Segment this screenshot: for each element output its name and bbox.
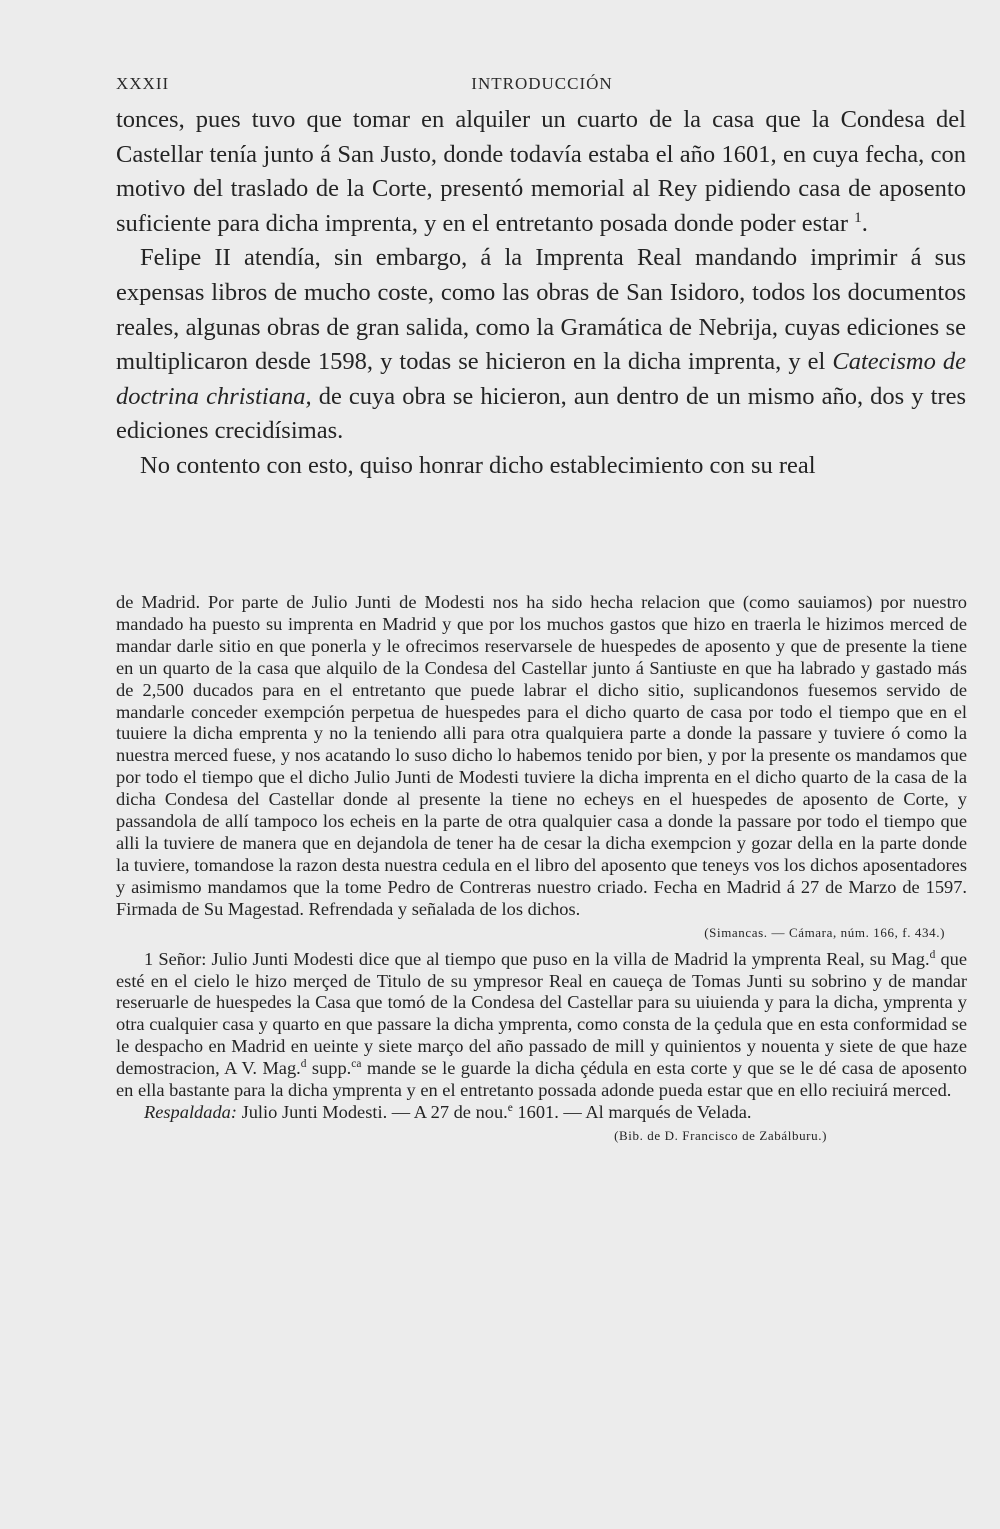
paragraph-3: No contento con esto, quiso honrar dicho establecimiento con su real (140, 451, 816, 479)
footnote-source: (Simancas. — Cámara, núm. 166, f. 434.) (704, 924, 945, 940)
footnote-1: 1 Señor: Julio Junti Modesti dice que al tiempo que puso en la villa de Madrid la ymprenta Real, su Mag.$^d$ que esté en el cielo le hizo merçed de Titulo de su ympresor Real en caueça de Tomas Junti su sobrino y de mandar reseruarle de huespedes la Casa que tomó de la Condesa del Castellar para su uiuienda y para la dicha, ymprenta y otra cualquier casa y quarto en que passare la dicha ymprenta, como consta de la çedula que en esta conformidad se le despacho en Madrid en ueinte y siete março del año passado de mill y quinientos y nouenta y siete de que haze demostracion, A V. Mag.$^d$ supp.$^{ca}$ mande se le guarde la dicha çédula en esta corte y que se le dé casa de aposento en ella bastante para la dicha ymprenta y en el entretanto possada adonde pueda estar que en ello reciuirá merced. (116, 948, 967, 1101)
footnote-number: 1 (144, 948, 154, 969)
running-title: INTRODUCCIÓN (471, 74, 613, 93)
running-header (116, 74, 968, 98)
footnote-endorsement: Respaldada: Julio Junti Modesti. — A 27 de nou.$^e$ 1601. — Al marqués de Velada. (144, 1101, 752, 1122)
footnote-1-source: (Bib. de D. Francisco de Zabálburu.) (614, 1127, 827, 1143)
italic-title: Catecismo de doctrina christiana, (116, 348, 967, 410)
page-number: XXXII (116, 74, 170, 93)
footnote-continuation: de Madrid. Por parte de Julio Junti de Modesti nos ha sido hecha relacion que (como sauiamos) por nuestro mandado ha puesto su imprenta en Madrid y que por los muchos gastos que hizo en traerla le hizimos merced de mandar darle sitio en que ponerla y le ofrecimos reservarsele de huespedes de aposento y que de presente la tiene en un quarto de la casa que alquilo de la Condesa del Castellar junto á Santiuste en que ha labrado y gastado más de 2,500 ducados para en el entretanto que puede labrar el dicho sitio, suplicandonos fuesemos servido de mandarle conceder exempción perpetua de huespedes para el dicho quarto de casa por todo el tiempo que en el tuuiere la dicha emprenta y no la teniendo alli para otra qualquiera parte a donde la passare y tuviere ó como la nuestra merced fuese, y nos acatando lo suso dicho lo habemos tenido por bien, y por la presente os mandamos que por todo el tiempo que el dicho Julio Junti de Modesti tuviere la dicha imprenta en el dicho quarto de la casa de la dicha Condesa del Castellar donde al presente la tiene no echeys en el huespedes de aposento de Corte, y passandola de allí tampoco los echeis en la parte de otra qualquier casa a donde la passare por todo el tiempo que alli la tuviere de manera que en dejandola de tener ha de cesar la dicha exempcion y gozar della en la parte donde la tuviere, tomandose la razon desta nuestra cedula en el libro del aposento que teneys vos los dichos aposentadores y asimismo mandamos que la tome Pedro de Contreras nuestro criado. Fecha en Madrid á 27 de Marzo de 1597. Firmada de Su Magestad. Refrendada y señalada de los dichos. (116, 592, 967, 919)
paragraph-1: tonces, pues tuvo que tomar en alquiler un cuarto de la casa que la Condesa del Castellar tenía junto á San Justo, donde todavía estaba el año 1601, en cuya fecha, con motivo del traslado de la Corte, presentó memorial al Rey pidiendo casa de aposento suficiente para dicha imprenta, y en el entretanto posada donde poder estar $^1$. (116, 106, 966, 237)
endorsement-label: Respaldada: (144, 1101, 237, 1122)
main-text (116, 103, 966, 484)
footnote-ref: 1 (854, 208, 862, 226)
footnotes (116, 592, 967, 1148)
paragraph-2: Felipe II atendía, sin embargo, á la Imprenta Real mandando imprimir á sus expensas libros de mucho coste, como las obras de San Isidoro, todos los documentos reales, algunas obras de gran salida, como la Gramática de Nebrija, cuyas ediciones se multiplicaron desde 1598, y todas se hicieron en la dicha imprenta, y el Catecismo de doctrina christiana, de cuya obra se hicieron, aun dentro de un mismo año, dos y tres ediciones crecidísimas. (116, 244, 967, 445)
